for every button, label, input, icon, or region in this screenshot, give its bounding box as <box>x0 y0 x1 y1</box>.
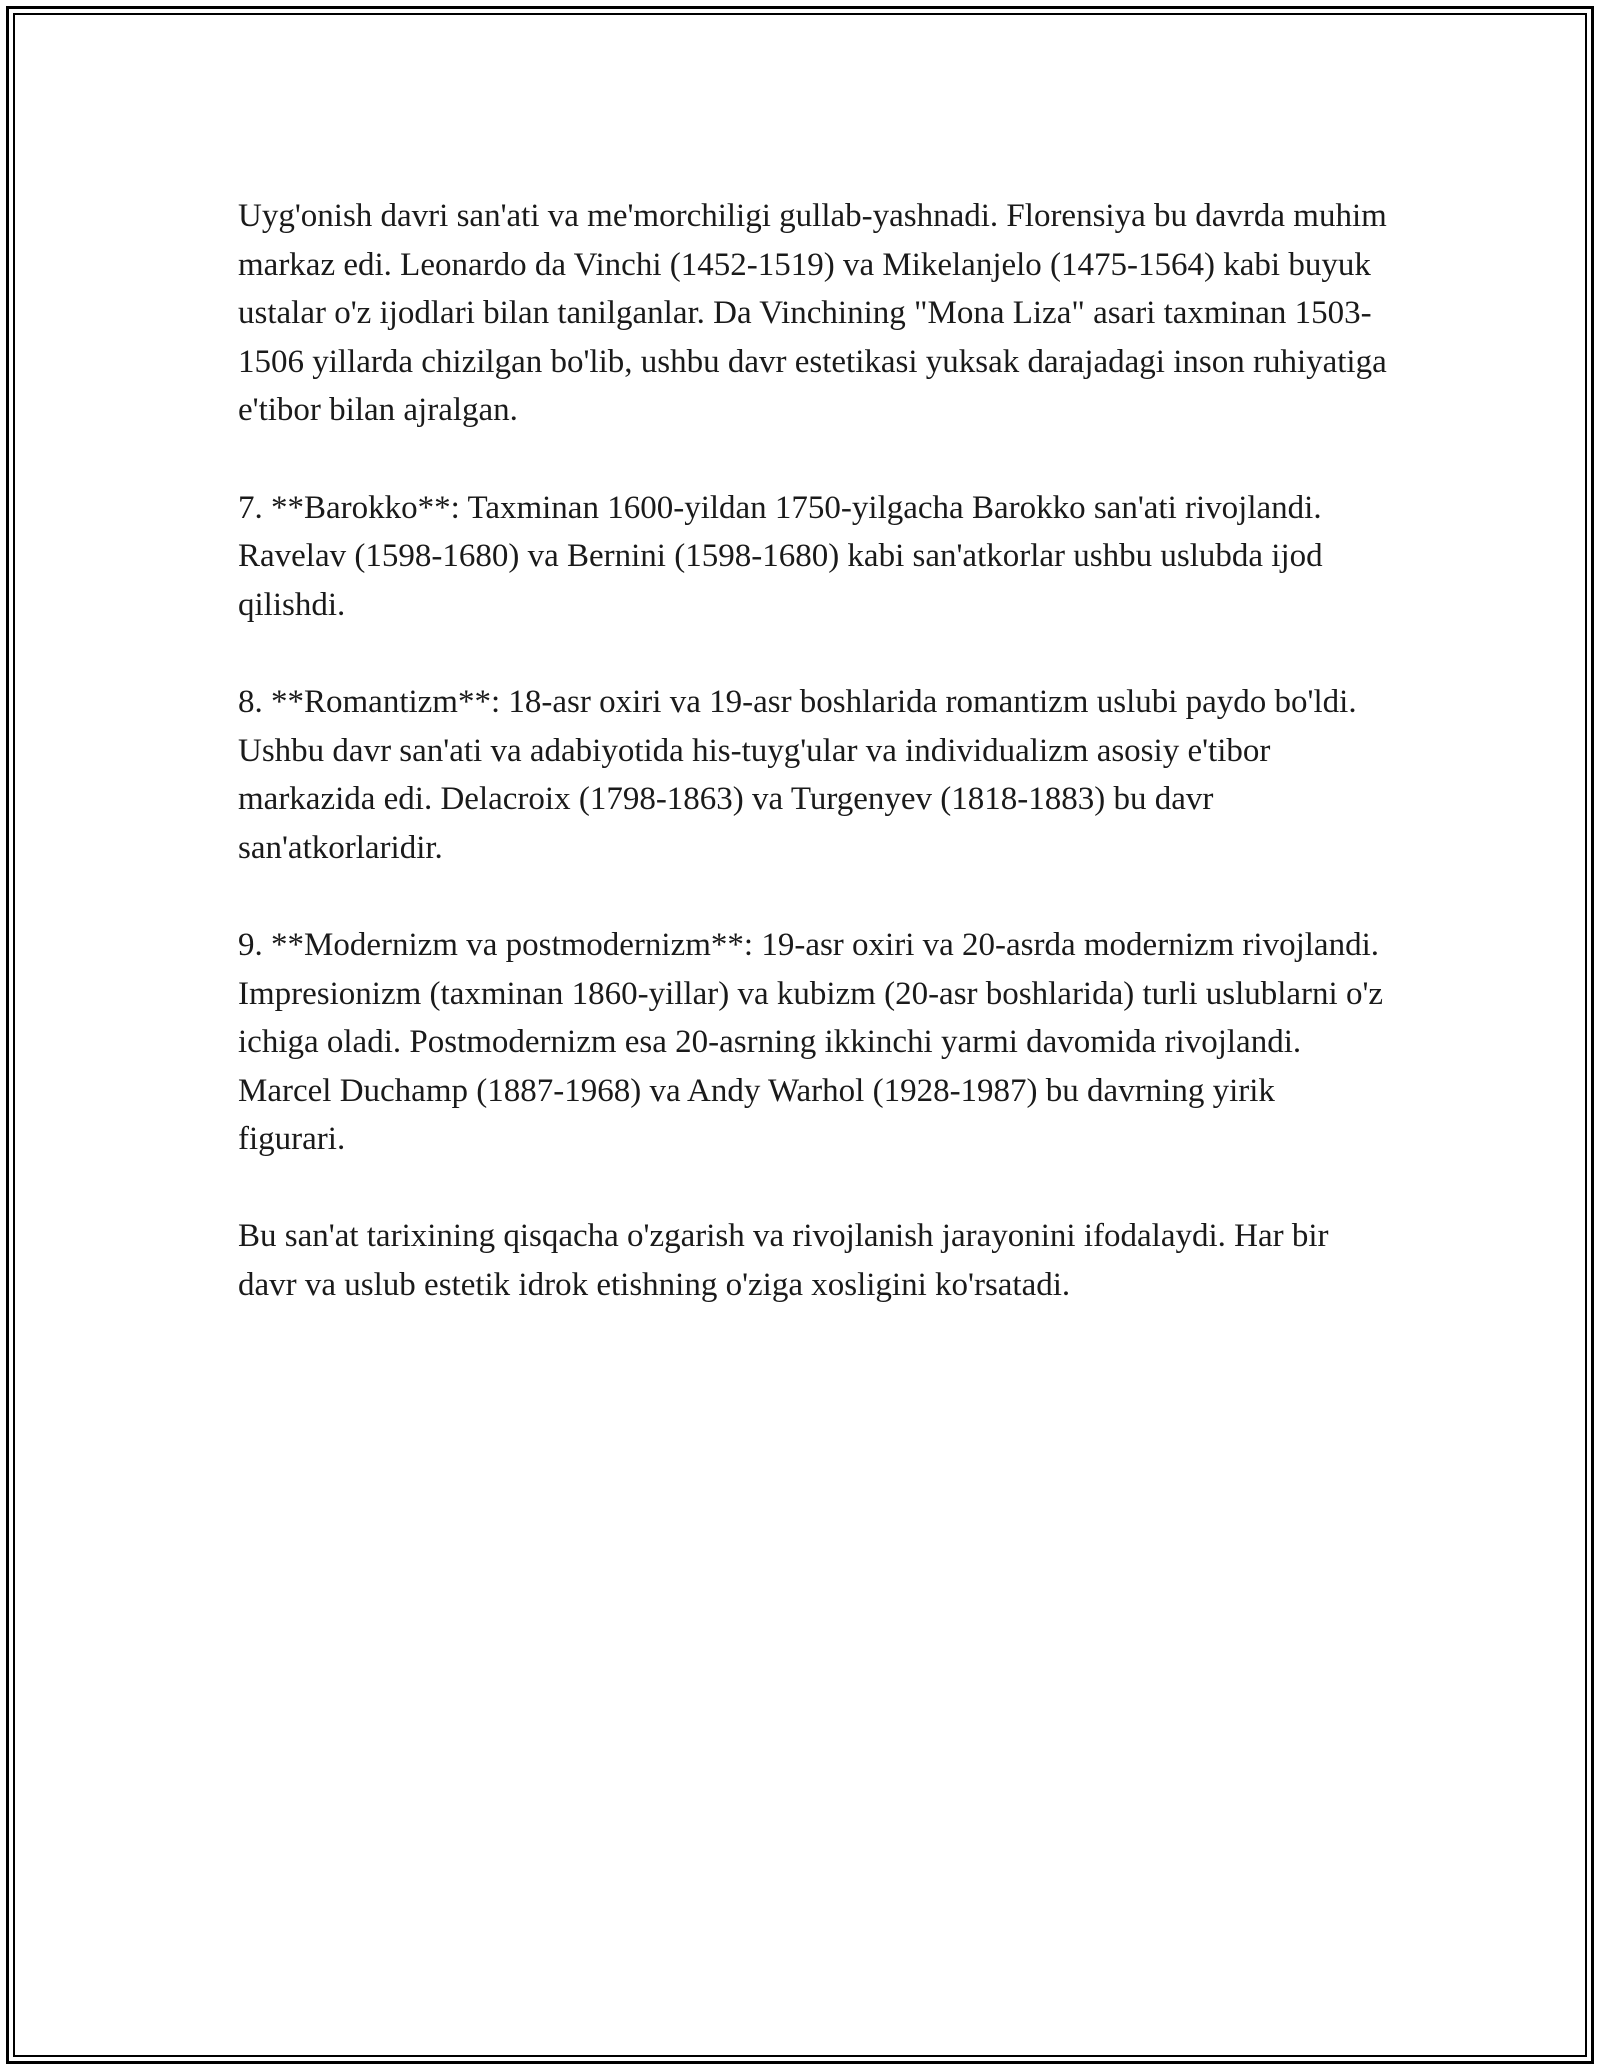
paragraph-renaissance: Uyg'onish davri san'ati va me'morchiligi gullab-yashnadi. Florensiya bu davrda muhim markaz edi. Leonardo da Vinchi (1452-1519) va Mikelanjelo (1475-1564) kabi buyuk ustalar o'z ijodlari bilan tanilganlar. Da Vinchining "Mona Liza" asari taxminan 1503-1506 yillarda chizilgan bo'lib, ushbu davr estetikasi yuksak darajadagi inson ruhiyatiga e'tibor bilan ajralgan. <box>238 198 1387 429</box>
paragraph-baroque: 7. **Barokko**: Taxminan 1600-yildan 1750-yilgacha Barokko san'ati rivojlandi. Ravelav (1598-1680) va Bernini (1598-1680) kabi san'atkorlar ushbu uslubda ijod qilishdi. <box>238 489 1323 623</box>
paragraph-conclusion: Bu san'at tarixining qisqacha o'zgarish va rivojlanish jarayonini ifodalaydi. Har bir davr va uslub estetik idrok etishning o'ziga xosligini ko'rsatadi. <box>238 1218 1329 1304</box>
paragraph-modernism: 9. **Modernizm va postmodernizm**: 19-asr oxiri va 20-asrda modernizm rivojlandi. Impresionizm (taxminan 1860-yillar) va kubizm (20-asr boshlarida) turli uslublarni o'z ichiga oladi. Postmodernizm esa 20-asrning ikkinchi yarmi davomida rivojlandi. Marcel Duchamp (1887-1968) va Andy Warhol (1928-1987) bu davrning yirik figurari. <box>238 926 1384 1158</box>
document-body <box>238 192 1388 1310</box>
paragraph-romanticism: 8. **Romantizm**: 18-asr oxiri va 19-asr boshlarida romantizm uslubi paydo bo'ldi. Ushbu davr san'ati va adabiyotida his-tuyg'ular va individualizm asosiy e'tibor markazida edi. Delacroix (1798-1863) va Turgenyev (1818-1883) bu davr san'atkorlaridir. <box>238 683 1357 866</box>
page-frame <box>6 6 1594 2064</box>
